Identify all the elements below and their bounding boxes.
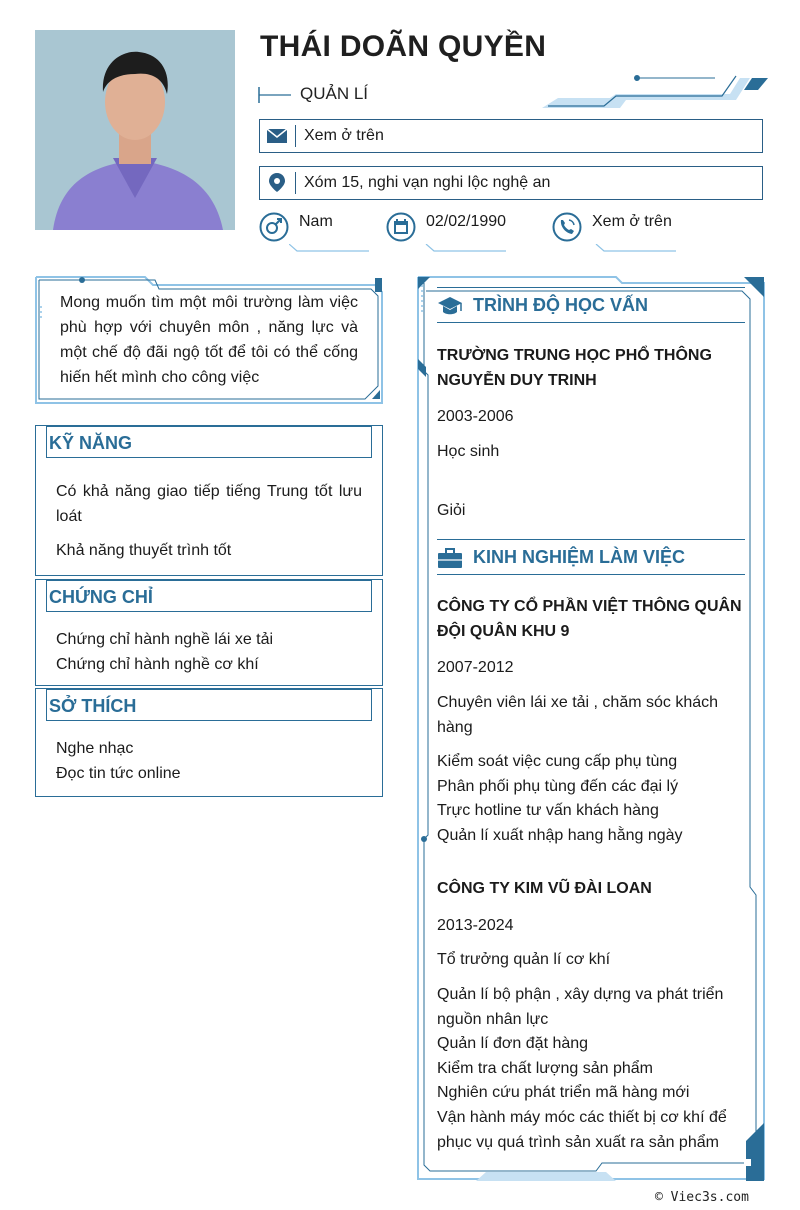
address-separator — [295, 172, 296, 194]
job-task: Kiểm soát việc cung cấp phụ tùng — [437, 753, 678, 770]
skill-item: Có khả năng giao tiếp tiếng Trung tốt lưu loát — [56, 483, 362, 525]
skills-section — [35, 425, 383, 576]
education-title: TRÌNH ĐỘ HỌC VẤN — [473, 295, 648, 315]
job-task: Quản lí xuất nhập hang hằng ngày — [437, 827, 683, 844]
experience-title: KINH NGHIỆM LÀM VIỆC — [473, 547, 686, 567]
job-task: Nghiên cứu phát triển mã hàng mới — [437, 1084, 690, 1101]
job-task: Phân phối phụ tùng đến các đại lý — [437, 778, 679, 795]
job-period: 2007-2012 — [437, 659, 514, 676]
certificates-title-box — [46, 580, 372, 612]
phone-underline — [582, 244, 690, 252]
address-field — [259, 166, 763, 200]
skills-title-box — [46, 426, 372, 458]
email-separator — [295, 125, 296, 147]
job-task: Quản lí bộ phận , xây dựng va phát triển nguồn nhân lực — [437, 986, 724, 1028]
skills-title: KỸ NĂNG — [49, 433, 133, 453]
education-period: 2003-2006 — [437, 408, 514, 425]
calendar-icon — [386, 212, 416, 242]
gender-field — [259, 210, 369, 252]
birthday-field — [386, 210, 526, 252]
profile-photo — [35, 30, 235, 230]
phone-value: Xem ở trên — [592, 213, 672, 230]
email-field — [259, 119, 763, 153]
education-header — [437, 287, 745, 323]
birthday-underline — [416, 244, 516, 252]
footer-copyright: © Viec3s.com — [655, 1190, 749, 1205]
hobbies-title-box — [46, 689, 372, 721]
job-task: Vận hành máy móc các thiết bị cơ khí để phục vụ quá trình sản xuất ra sản phẩm — [437, 1109, 727, 1151]
role-marker — [258, 86, 292, 104]
address-value: Xóm 15, nghi vạn nghi lộc nghệ an — [304, 174, 551, 191]
job-task: Kiểm tra chất lượng sản phẩm — [437, 1060, 653, 1077]
gender-value: Nam — [299, 213, 333, 230]
job-period: 2013-2024 — [437, 917, 514, 934]
career-objective: Mong muốn tìm một môi trường làm việc phù hợp với chuyên môn , năng lực và một chế độ đãi ngộ tốt để tôi có thể cống hiến hết mình cho công việc — [60, 294, 358, 386]
certificate-item: Chứng chỉ hành nghề cơ khí — [56, 656, 259, 673]
location-pin-icon — [266, 172, 288, 194]
graduation-cap-icon — [437, 294, 463, 318]
candidate-role: QUẢN LÍ — [300, 84, 369, 103]
job-company: CÔNG TY CỔ PHẦN VIỆT THÔNG QUÂN ĐỘI QUÂN KHU 9 — [437, 598, 742, 640]
experience-header — [437, 539, 745, 575]
candidate-name: THÁI DOÃN QUYỀN — [260, 30, 547, 63]
education-position: Học sinh — [437, 443, 500, 460]
phone-icon — [552, 212, 582, 242]
gender-underline — [289, 244, 369, 252]
envelope-icon — [266, 125, 288, 147]
certificates-section — [35, 579, 383, 686]
hobby-item: Nghe nhạc — [56, 740, 134, 757]
certificate-item: Chứng chỉ hành nghề lái xe tải — [56, 631, 274, 648]
job-task: Trực hotline tư vấn khách hàng — [437, 802, 659, 819]
gender-icon — [259, 212, 289, 242]
skill-item: Khả năng thuyết trình tốt — [56, 542, 232, 559]
job-position: Tổ trưởng quản lí cơ khí — [437, 951, 611, 968]
hobbies-section — [35, 688, 383, 797]
hobby-item: Đọc tin tức online — [56, 765, 181, 782]
briefcase-icon — [437, 546, 463, 570]
header-decoration — [540, 70, 772, 112]
hobbies-title: SỞ THÍCH — [49, 696, 137, 716]
certificates-title: CHỨNG CHỈ — [49, 587, 153, 607]
education-result: Giỏi — [437, 502, 466, 519]
job-task: Quản lí đơn đặt hàng — [437, 1035, 589, 1052]
job-position: Chuyên viên lái xe tải , chăm sóc khách hàng — [437, 694, 719, 736]
phone-field — [552, 210, 692, 252]
email-value: Xem ở trên — [304, 127, 384, 144]
education-school: TRƯỜNG TRUNG HỌC PHỔ THÔNG NGUYỄN DUY TRINH — [437, 347, 712, 389]
birthday-value: 02/02/1990 — [426, 213, 507, 230]
job-company: CÔNG TY KIM VŨ ĐÀI LOAN — [437, 880, 652, 897]
